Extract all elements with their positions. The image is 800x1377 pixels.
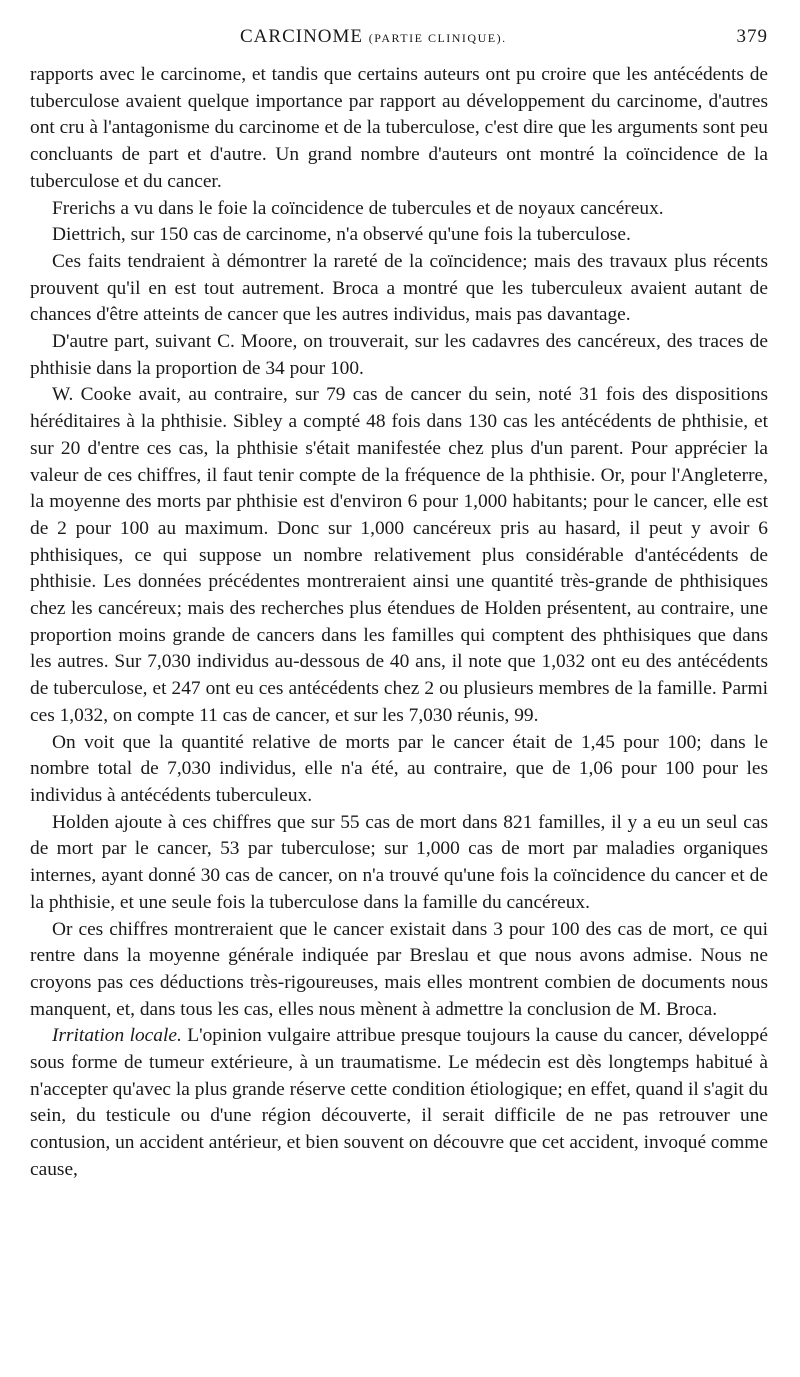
page-number: 379	[736, 26, 768, 47]
header-subtitle: (PARTIE CLINIQUE).	[368, 31, 507, 45]
paragraph-text: Ces faits tendraient à démontrer la rareté de la coïncidence; mais des travaux plus récents prouvent qu'il en est tout autrement. Broca a montré que les tuberculeux avaient autant de chances d'être atteints de cancer que les autres individus, mais pas davantage.	[30, 250, 768, 326]
paragraph-text: Frerichs a vu dans le foie la coïncidence de tubercules et de noyaux cancéreux.	[52, 197, 664, 219]
paragraph	[30, 810, 768, 917]
paragraph	[30, 730, 768, 810]
paragraph-text: W. Cooke avait, au contraire, sur 79 cas de cancer du sein, noté 31 fois des dispositions héréditaires à la phthisie. Sibley a compté 48 fois dans 130 cas les antécédents de phthisie, et sur 20 d'entre ces cas, la phthisie s'était manifestée chez plus d'un parent. Pour apprécier la valeur de ces chiffres, il faut tenir compte de la fréquence de la phthisie. Or, pour l'Angleterre, la moyenne des morts par phthisie est d'environ 6 pour 1,000 habitants; pour le cancer, elle est de 2 pour 100 au maximum. Donc sur 1,000 cancéreux pris au hasard, il peut y avoir 6 phthisiques, ce qui suppose un nombre relativement plus considérable d'antécédents de phthisie. Les données précédentes montreraient ainsi une quantité très-grande de phthisiques chez les cancéreux; mais des recherches plus étendues de Holden présentent, au contraire, une proportion moins grande de cancers dans les familles qui comptent des phthisiques que dans les autres. Sur 7,030 individus au-dessous de 40 ans, il note que 1,032 ont eu des antécédents de tuberculose, et 247 ont eu ces antécédents chez 2 ou plusieurs membres de la famille. Parmi ces 1,032, on compte 11 cas de cancer, et sur les 7,030 réunis, 99.	[30, 384, 768, 726]
paragraph	[30, 249, 768, 329]
paragraph	[30, 222, 768, 249]
header-title: CARCINOME	[240, 26, 364, 47]
paragraph-text: D'autre part, suivant C. Moore, on trouverait, sur les cadavres des cancéreux, des traces de phthisie dans la proportion de 34 pour 100.	[30, 331, 768, 379]
paragraph-text: rapports avec le carcinome, et tandis que certains auteurs ont pu croire que les antécédents de tuberculose avaient quelque importance par rapport au développement du carcinome, d'autres ont cru à l'antagonisme du carcinome et de la tuberculose, c'est dire que les arguments sont peu concluants de part et d'autre. Un grand nombre d'auteurs ont montré la coïncidence de la tuberculose et du cancer.	[30, 64, 768, 192]
running-header	[30, 26, 768, 62]
running-title	[240, 26, 507, 48]
paragraph-text: L'opinion vulgaire attribue presque toujours la cause du cancer, développé sous forme de tumeur extérieure, à un traumatisme. Le médecin est dès longtemps habitué à n'accepter qu'avec la plus grande réserve cette condition étiologique; en effet, quand il s'agit du sein, du testicule ou d'une région découverte, il serait difficile de ne pas retrouver une contusion, un accident antérieur, et bien souvent on découvre que cet accident, invoqué comme cause,	[30, 1025, 768, 1180]
paragraph-text: Or ces chiffres montreraient que le cancer existait dans 3 pour 100 des cas de mort, ce qui rentre dans la moyenne générale indiquée par Breslau et que nous avons admise. Nous ne croyons pas ces déductions très-rigoureuses, mais elles montrent combien de documents nous manquent, et, dans tous les cas, elles nous mènent à admettre la conclusion de M. Broca.	[30, 918, 768, 1020]
paragraph	[30, 62, 768, 196]
body-text	[30, 62, 768, 1184]
paragraph	[30, 1023, 768, 1183]
paragraph	[30, 329, 768, 382]
paragraph	[30, 917, 768, 1024]
paragraph	[30, 196, 768, 223]
paragraph-text: On voit que la quantité relative de morts par le cancer était de 1,45 pour 100; dans le nombre total de 7,030 individus, elle n'a été, au contraire, que de 1,06 pour 100 pour les individus à antécédents tuberculeux.	[30, 731, 768, 806]
section-lead-italic: Irritation locale.	[52, 1025, 182, 1047]
book-page	[30, 26, 768, 1184]
paragraph-text: Diettrich, sur 150 cas de carcinome, n'a observé qu'une fois la tuberculose.	[52, 224, 631, 246]
paragraph	[30, 382, 768, 729]
paragraph-text: Holden ajoute à ces chiffres que sur 55 cas de mort dans 821 familles, il y a eu un seul cas de mort par le cancer, 53 par tuberculose; sur 1,000 cas de mort par maladies organiques internes, ayant donné 30 cas de cancer, on n'a trouvé qu'une fois la coïncidence du cancer et de la phthisie, et une seule fois la tuberculose dans la famille du cancéreux.	[30, 811, 768, 913]
